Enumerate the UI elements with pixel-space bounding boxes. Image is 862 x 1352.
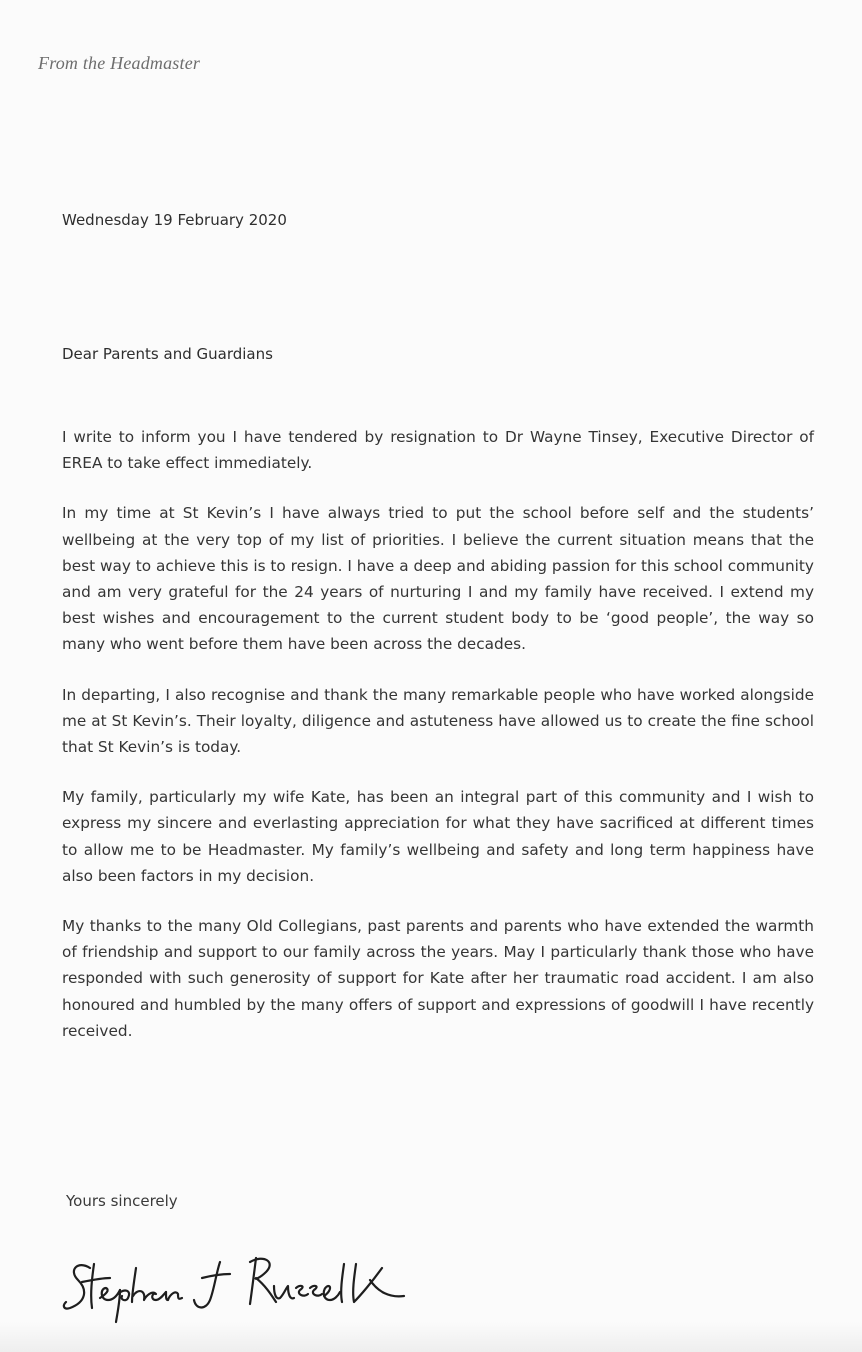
paragraph-resignation: I write to inform you I have tendered by resignation to Dr Wayne Tinsey, Executive Director of EREA to take effect immediately. [62, 428, 814, 473]
letter-body [62, 424, 814, 1068]
letterhead: From the Headmaster [38, 53, 201, 73]
salutation: Dear Parents and Guardians [62, 345, 273, 363]
handwritten-signature [60, 1238, 420, 1328]
scan-edge-shadow [0, 1322, 862, 1352]
closing: Yours sincerely [66, 1192, 178, 1210]
paragraph-thanks-community: My thanks to the many Old Collegians, past parents and parents who have extended the warmth of friendship and support to our family across the years. May I particularly thank those who have responded with such generosity of support for Kate after her traumatic road accident. I am also honoured and humbled by the many offers of support and expressions of goodwill I have recently received. [62, 917, 814, 1040]
paragraph-family: My family, particularly my wife Kate, has been an integral part of this community and I wish to express my sincere and everlasting appreciation for what they have sacrificed at different times to allow me to be Headmaster. My family’s wellbeing and safety and long term happiness have also been factors in my decision. [62, 788, 814, 885]
paragraph-time-at-school: In my time at St Kevin’s I have always tried to put the school before self and the students’ wellbeing at the very top of my list of priorities. I believe the current situation means that the best way to achieve this is to resign. I have a deep and abiding passion for this school community and am very grateful for the 24 years of nurturing I and my family have received. I extend my best wishes and encouragement to the current student body to be ‘good people’, the way so many who went before them have been across the decades. [62, 504, 814, 654]
paragraph-thanks-staff: In departing, I also recognise and thank the many remarkable people who have worked alongside me at St Kevin’s. Their loyalty, diligence and astuteness have allowed us to create the fine school that St Kevin’s is today. [62, 685, 814, 757]
letter-date: Wednesday 19 February 2020 [62, 211, 287, 229]
